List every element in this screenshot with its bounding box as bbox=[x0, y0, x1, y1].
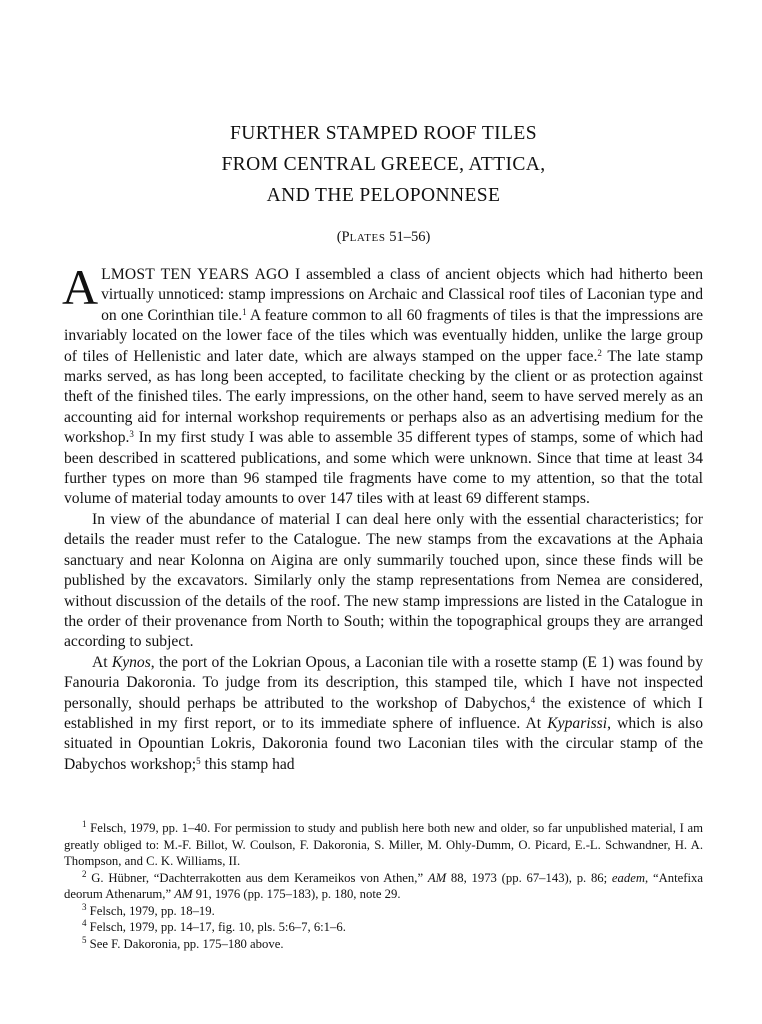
footnote-2-eadem: eadem bbox=[611, 870, 646, 885]
footnote-2-text-a: G. Hübner, “Dachterrakotten aus dem Kerameikos von Athen,” bbox=[86, 870, 428, 885]
para1-text-1: I assembled a class of ancient objects which had hitherto been virtually unnoticed: stamp impressions on Archaic and Classical roof tiles of Laconian type and on one Corinthian tile. bbox=[101, 266, 703, 324]
lead-caps: LMOST TEN YEARS AGO bbox=[101, 266, 289, 283]
footnote-2-text-b: 88, 1973 (pp. 67–143), p. 86; bbox=[446, 870, 612, 885]
footnote-5-text: See F. Dakoronia, pp. 175–180 above. bbox=[86, 936, 284, 951]
para3-text-5: this stamp had bbox=[200, 755, 295, 773]
footnote-3 bbox=[64, 903, 703, 920]
drop-cap: A bbox=[62, 259, 99, 315]
para3-text-3: the existence of which I established in my first report, or to its immediate sphere of influence. At bbox=[64, 694, 703, 732]
footnote-2 bbox=[64, 870, 703, 903]
footnote-ref-1[interactable]: 1 bbox=[242, 306, 247, 317]
plates-open: (P bbox=[336, 229, 350, 245]
footnote-2-journal-1: AM bbox=[427, 870, 447, 885]
footnote-2-text-c: , “Antefixa deorum Athenarum,” bbox=[64, 870, 703, 901]
para1-text-3: The late stamp marks served, as has long been accepted, to facilitate checking by the client or as protection against theft of the finished tiles. The early impressions, on the other hand, seem to have served merely as an accounting aid for internal workshop requirements or perhaps also as an advertising medium for the workshop. bbox=[64, 347, 703, 447]
footnote-3-text: Felsch, 1979, pp. 18–19. bbox=[86, 903, 215, 918]
footnote-ref-4[interactable]: 4 bbox=[530, 694, 536, 705]
footnote-4-number: 4 bbox=[82, 918, 87, 928]
footnote-2-journal-2: AM bbox=[174, 887, 193, 901]
paragraph-3 bbox=[64, 653, 703, 775]
footnote-4-text: Felsch, 1979, pp. 14–17, fig. 10, pls. 5:6–7, 6:1–6. bbox=[86, 920, 346, 934]
para1-text-2: A feature common to all 60 fragments of tiles is that the impressions are invariably located on the lower face of the tiles which was eventually hidden, unlike the large group of tiles of Hellenistic and later date, which are always stamped on the upper face. bbox=[64, 306, 703, 365]
footnote-1-text: Felsch, 1979, pp. 1–40. For permission to study and publish here both new and older, so far unpublished material, I am greatly obliged to: M.-F. Billot, W. Coulson, F. Dakoronia, S. Miller, M. Ohly-Dumm, O. Picard, E.-L. Schwandner, H. A. Thompson, and C. K. Williams, II. bbox=[64, 821, 703, 868]
footnotes bbox=[64, 820, 703, 952]
paragraph-2: In view of the abundance of material I can deal here only with the essential characteristics; for details the reader must refer to the Catalogue. The new stamps from the excavations at the Aphaia sanctuary and near Kolonna on Aigina are only summarily touched upon, since these finds will be published by the excavators. Similarly only the stamp representations from Nemea are considered, without discussion of the details of the roof. The new stamp impressions are listed in the Catalogue in the order of their provenance from North to South; within the topographical groups they are arranged according to subject. bbox=[64, 510, 703, 651]
footnote-3-number: 3 bbox=[82, 901, 87, 912]
footnote-ref-3[interactable]: 3 bbox=[129, 429, 134, 440]
footnote-2-number: 2 bbox=[82, 868, 87, 879]
footnote-ref-5[interactable]: 5 bbox=[196, 755, 201, 766]
plates-small-caps: LATES bbox=[349, 232, 386, 244]
title-line-2: FROM CENTRAL GREECE, ATTICA, bbox=[221, 154, 546, 175]
footnote-1 bbox=[64, 820, 703, 870]
footnote-1-number: 1 bbox=[82, 819, 87, 829]
footnote-5 bbox=[64, 936, 703, 953]
plates-range: 51–56) bbox=[385, 229, 431, 245]
footnote-5-number: 5 bbox=[82, 934, 87, 945]
para3-text-2: , the port of the Lokrian Opous, a Laconian tile with a rosette stamp (E 1) was found by Fanouria Dakoronia. To judge from its description, this stamped tile, which I have not inspected personally, should perhaps be attributed to the workshop of Dabychos, bbox=[64, 653, 703, 712]
place-kyparissi: Kyparissi bbox=[547, 714, 608, 732]
para1-text-4: In my first study I was able to assemble 35 different types of stamps, some of which had been described in scattered publications, and some which were unknown. Since that time at least 34 further types on more than 96 stamped tile fragments have come to my attention, so that the total volume of material today amounts to over 147 tiles with at least 69 different stamps. bbox=[64, 429, 703, 508]
body-text bbox=[62, 259, 703, 775]
plates-reference bbox=[64, 229, 703, 246]
article-title bbox=[64, 118, 703, 211]
para3-text-1: At bbox=[92, 653, 112, 671]
title-line-1: FURTHER STAMPED ROOF TILES bbox=[230, 123, 537, 144]
place-kynos: Kynos bbox=[111, 653, 151, 671]
title-line-3: AND THE PELOPONNESE bbox=[266, 185, 501, 206]
para3-text-4: , which is also situated in Opountian Lokris, Dakoronia found two Laconian tiles with the circular stamp of the Dabychos workshop; bbox=[64, 714, 703, 773]
footnote-4 bbox=[64, 919, 703, 936]
paragraph-1 bbox=[62, 259, 703, 510]
footnote-ref-2[interactable]: 2 bbox=[597, 347, 602, 358]
footnote-2-text-d: 91, 1976 (pp. 175–183), p. 180, note 29. bbox=[192, 887, 401, 901]
